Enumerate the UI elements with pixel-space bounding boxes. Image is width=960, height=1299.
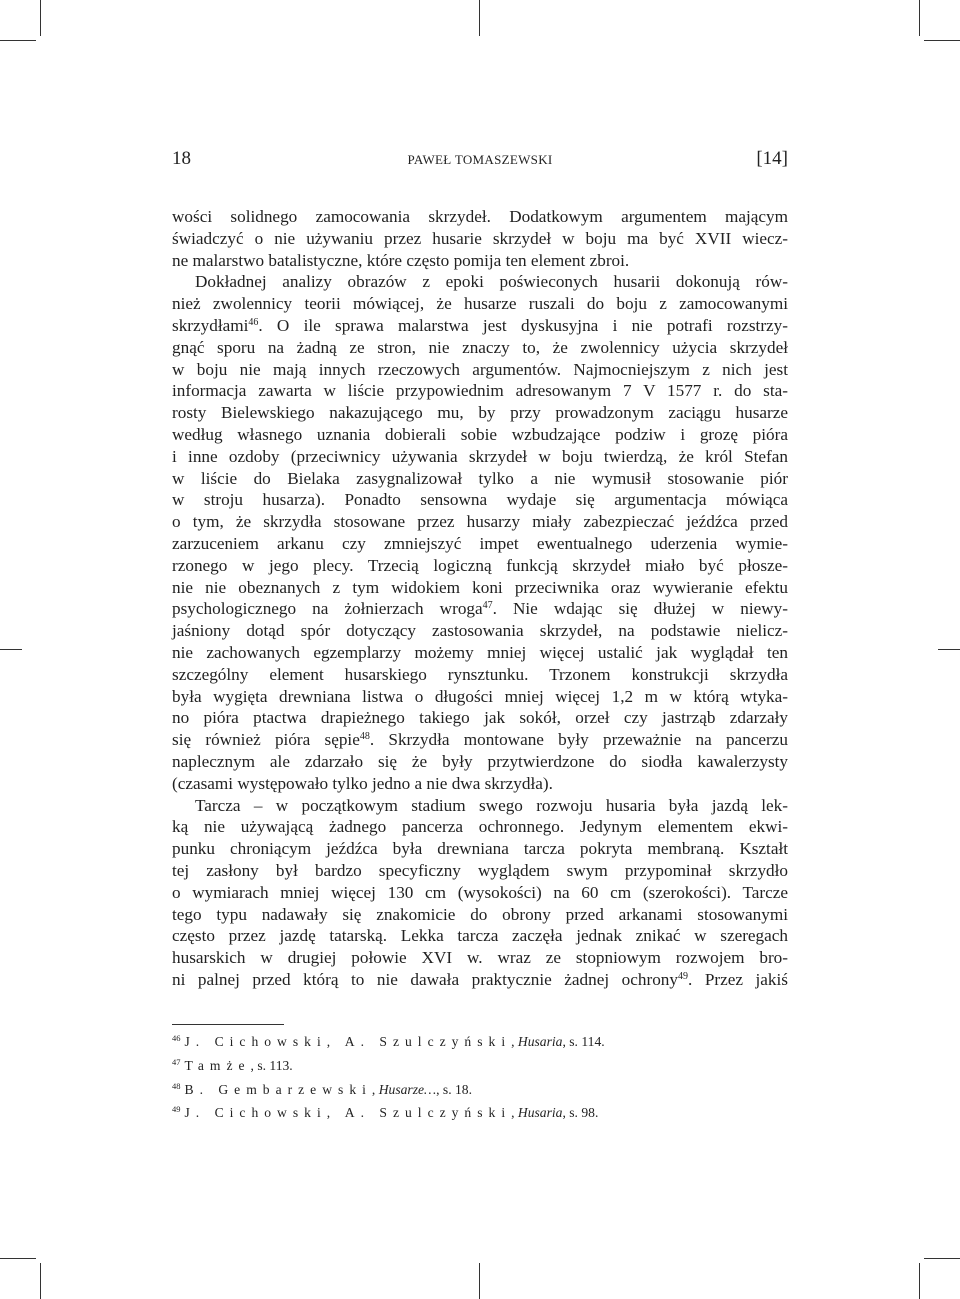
- text-line: zarzuceniem arkanu czy zmniejszyć impet ewentualnego uderzenia wymie-: [172, 533, 788, 553]
- text-line: i inne ozdoby (przeciwnicy używania skrzydeł w boju twierdzą, że król Stefan: [172, 446, 788, 466]
- text-line: ne malarstwo batalistyczne, które często pomija ten element zbroi.: [172, 250, 630, 270]
- text-line: [172, 315, 788, 337]
- footnote-ref: 46: [248, 316, 259, 328]
- footnote-ref: 49: [678, 970, 688, 982]
- text-line: no pióra ptactwa drapieżnego takiego jak sokół, orzeł czy jastrząb zdarzały: [172, 708, 788, 728]
- footnote-number: 49: [172, 1104, 181, 1115]
- text-line: tej zasłony był bardzo specyficzny wyglądem swym przypominał skrzydło: [172, 860, 788, 880]
- text-fragment: . O ile sprawa malarstwa jest dyskusyjna i nie potrafi rozstrzy-: [258, 315, 788, 335]
- text-line: o tym, że skrzydła stosowane przez husarzy miały zabezpieczać jeźdźca przed: [172, 512, 788, 532]
- text-line: nież zwolennicy teorii mówiącej, że husarze ruszali do boju z zamocowanymi: [172, 294, 788, 314]
- footnote-author: B. Gembarzewski: [184, 1081, 372, 1097]
- crop-mark: [938, 649, 960, 650]
- text-fragment: . Skrzydła montowane były przeważnie na pancerzu: [369, 730, 788, 750]
- text-line: husarskich w drugiej połowie XVI w. wraz ze stopniowym rozwojem bro-: [172, 948, 788, 968]
- text-fragment: psychologicznego na żołnierzach wroga: [172, 599, 483, 619]
- text-line: informacja zawarta w liście przypowiednim adresowanym 7 V 1577 r. do sta-: [172, 381, 788, 401]
- footnote: [172, 1054, 788, 1078]
- crop-mark: [919, 1263, 920, 1299]
- text-line: (czasami występowało tylko jedno a nie dwa skrzydła).: [172, 773, 553, 793]
- text-line: w boju nie mają innych rzeczowych argumentów. Najmocniejszym z nich jest: [172, 359, 788, 379]
- crop-mark: [924, 40, 960, 41]
- page-header: [172, 148, 788, 176]
- footnote-separator-text: ,: [371, 1081, 379, 1097]
- text-line: [172, 729, 788, 751]
- crop-mark: [0, 649, 22, 650]
- footnote-number: 47: [172, 1056, 181, 1067]
- text-line: o wymiarach mniej więcej 130 cm (wysokości) na 60 cm (szerokości). Tarcze: [172, 882, 788, 902]
- crop-mark: [479, 0, 480, 36]
- footnote-title: Husaria: [517, 1034, 563, 1049]
- text-line: nie zachowanych egzemplarzy możemy mniej więcej ustalić jak wyglądał ten: [172, 642, 788, 662]
- text-line: rosty Bielewskiego nakazującego mu, by przy prowadzonym zaciągu husarze: [172, 403, 788, 423]
- footnote-title: Husarze…: [378, 1081, 437, 1097]
- crop-mark: [0, 1258, 36, 1259]
- footnote-title: Husaria: [517, 1105, 563, 1121]
- footnote-separator-text: ,: [511, 1034, 518, 1049]
- text-line: wości solidnego zamocowania skrzydeł. Dodatkowym argumentem mającym: [172, 207, 788, 226]
- crop-mark: [0, 40, 36, 41]
- text-line: nie nie obeznanych z tym widokiem koni przeciwnika oraz wywieranie efektu: [172, 577, 788, 597]
- crop-mark: [40, 0, 41, 36]
- text-line: Tarcza – w początkowym stadium swego rozwoju husaria była jazdą lek-: [195, 795, 788, 815]
- text-line: w liście do Bielaka zasygnalizował tylko a nie wymusił stosowanie piór: [172, 468, 788, 488]
- text-line: była wygięta drewniana listwa o długości mniej więcej 1,2 m w którą wtyka-: [172, 686, 788, 706]
- footnote-separator: [172, 1024, 284, 1025]
- text-line: [172, 969, 788, 991]
- text-line: świadczyć o nie używaniu przez husarie skrzydeł w boju ma być XVII wiecz-: [172, 228, 788, 248]
- crop-mark: [479, 1263, 480, 1299]
- section-reference: [14]: [756, 148, 788, 169]
- text-fragment: ni palnej przed którą to nie dawała praktycznie żadnej ochrony: [172, 969, 678, 989]
- crop-mark: [919, 0, 920, 36]
- footnote-separator-text: ,: [511, 1105, 518, 1121]
- running-head: PAWEŁ TOMASZEWSKI: [407, 152, 553, 167]
- crop-mark: [40, 1263, 41, 1299]
- footnote-number: 48: [172, 1080, 181, 1091]
- text-line: szczególny element husarskiego rynsztunku. Trzonem konstrukcji skrzydła: [172, 664, 788, 684]
- footnote-page: , s. 18.: [436, 1081, 472, 1097]
- footnote-page: , s. 113.: [250, 1057, 293, 1073]
- footnote-author: Tamże: [184, 1057, 251, 1073]
- crop-mark: [924, 1258, 960, 1259]
- text-line: [172, 598, 788, 620]
- page-number: 18: [172, 148, 191, 169]
- footnote-page: , s. 114.: [562, 1034, 605, 1049]
- footnote: [172, 1101, 788, 1125]
- text-fragment: . Nie wdając się dłużej w niewy-: [492, 599, 788, 619]
- text-fragment: . Przez jakiś: [688, 969, 788, 989]
- text-line: w stroju husarza). Ponadto sensowna wydaje się argumentacja mówiąca: [172, 490, 788, 510]
- text-line: naplecznym ale zdarzało się że były przytwierdzone do siodła kawalerzysty: [172, 751, 788, 771]
- text-fragment: skrzydłami: [172, 315, 249, 335]
- text-line: ką nie używającą żadnego pancerza ochronnego. Jedynym elementem ekwi-: [172, 817, 788, 837]
- footnote: [172, 1078, 788, 1102]
- text-line: według własnego uznania dobierali sobie wzbudzające podziw i grozę pióra: [172, 424, 788, 444]
- body-text: [172, 206, 788, 991]
- footnote-ref: 48: [359, 731, 370, 743]
- footnote-page: , s. 98.: [562, 1105, 599, 1121]
- text-line: rzonego w jego plecy. Trzecią logiczną funkcją skrzydeł miało być płosze-: [172, 555, 788, 575]
- footnote-author: J. Cichowski, A. Szulczyński: [184, 1034, 512, 1049]
- text-line: punku chroniącym jeźdźca była drewniana tarcza pokryta membraną. Kształt: [172, 839, 788, 859]
- footnote: [172, 1030, 788, 1054]
- text-line: tego typu nadawały się znakomicie do obrony przed arkanami stosowanymi: [172, 904, 788, 924]
- footnote-ref: 47: [482, 600, 493, 612]
- text-line: jaśniony dotąd spór dotyczący zastosowania skrzydeł, na podstawie nielicz-: [172, 621, 788, 641]
- text-line: gnąć sporu na żadną ze stron, nie znaczy to, że zwolennicy użycia skrzydeł: [172, 337, 788, 357]
- text-line: Dokładnej analizy obrazów z epoki poświeconych husarii dokonują rów-: [195, 272, 788, 292]
- text-fragment: się również pióra sępie: [172, 730, 360, 750]
- text-line: często przez jazdę tatarską. Lekka tarcza zaczęła jednak znikać w szeregach: [172, 926, 788, 946]
- footnote-number: 46: [172, 1033, 181, 1043]
- footnotes: [172, 1030, 788, 1125]
- footnote-author: J. Cichowski, A. Szulczyński: [184, 1105, 512, 1121]
